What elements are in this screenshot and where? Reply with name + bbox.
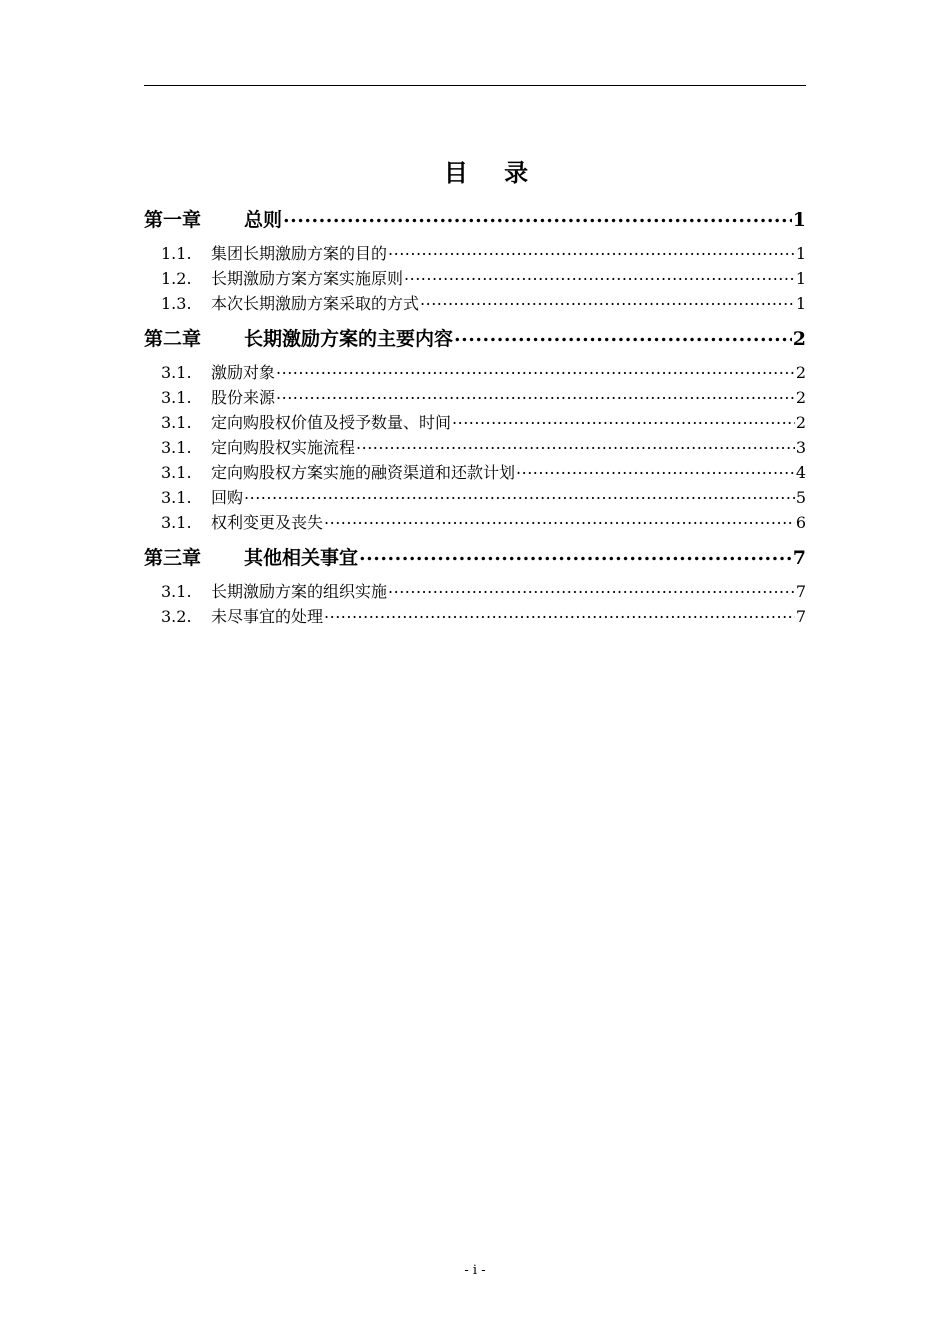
chapter-number: 第一章: [144, 209, 202, 231]
section-number: 3.1.: [161, 413, 192, 432]
toc-chapter-2[interactable]: [144, 326, 806, 352]
page-ref: 7: [795, 607, 806, 626]
section-title: 权利变更及丧失: [211, 513, 324, 532]
dot-leader: [276, 387, 795, 403]
section-title: 定向购股权方案实施的融资渠道和还款计划: [211, 463, 516, 482]
section-title: 集团长期激励方案的目的: [211, 244, 388, 263]
section-number: 3.1.: [161, 582, 192, 601]
page-ref: 7: [795, 582, 806, 601]
dot-leader: [324, 512, 795, 528]
toc-section-2-2[interactable]: [144, 387, 806, 409]
section-title: 定向购股权实施流程: [211, 438, 356, 457]
dot-leader: [420, 293, 795, 309]
section-title: 激励对象: [211, 363, 276, 382]
page-ref: 4: [795, 463, 806, 482]
section-number: 1.3.: [161, 294, 192, 313]
section-title: 长期激励方案方案实施原则: [211, 269, 404, 288]
toc-chapter-1[interactable]: [144, 207, 806, 233]
section-title: 本次长期激励方案采取的方式: [211, 294, 420, 313]
section-number: 3.1.: [161, 463, 192, 482]
page-ref: 2: [792, 328, 806, 350]
dot-leader: [516, 462, 795, 478]
toc-chapter-3[interactable]: [144, 545, 806, 571]
dot-leader: [454, 326, 792, 345]
dot-leader: [283, 207, 792, 226]
section-title: 回购: [211, 488, 244, 507]
page-ref: 6: [795, 513, 806, 532]
section-title: 定向购股权价值及授予数量、时间: [211, 413, 452, 432]
section-title: 长期激励方案的组织实施: [211, 582, 388, 601]
toc-section-1-2[interactable]: [144, 268, 806, 290]
toc-section-2-6[interactable]: [144, 487, 806, 509]
toc-title: 目 录: [443, 158, 543, 187]
toc-section-3-1[interactable]: [144, 581, 806, 603]
page-ref: 1: [795, 294, 806, 313]
section-title: 股份来源: [211, 388, 276, 407]
page-ref: 7: [792, 547, 806, 569]
section-number: 3.1.: [161, 388, 192, 407]
toc-section-1-1[interactable]: [144, 243, 806, 265]
header-rule: [144, 85, 806, 86]
page-ref: 1: [795, 244, 806, 263]
section-number: 1.1.: [161, 244, 192, 263]
dot-leader: [359, 545, 792, 564]
section-number: 3.1.: [161, 438, 192, 457]
toc-section-2-7[interactable]: [144, 512, 806, 534]
dot-leader: [452, 412, 795, 428]
section-number: 3.2.: [161, 607, 192, 626]
dot-leader: [276, 362, 795, 378]
chapter-number: 第二章: [144, 328, 202, 350]
dot-leader: [388, 243, 795, 259]
toc-section-2-5[interactable]: [144, 462, 806, 484]
dot-leader: [244, 487, 795, 503]
section-number: 1.2.: [161, 269, 192, 288]
chapter-title: 长期激励方案的主要内容: [244, 328, 454, 350]
page-number: - i -: [464, 1263, 486, 1278]
page-ref: 1: [795, 269, 806, 288]
chapter-number: 第三章: [144, 547, 202, 569]
section-number: 3.1.: [161, 513, 192, 532]
page-ref: 2: [795, 363, 806, 382]
dot-leader: [388, 581, 795, 597]
chapter-title: 其他相关事宜: [244, 547, 359, 569]
section-number: 3.1.: [161, 488, 192, 507]
section-title: 未尽事宜的处理: [211, 607, 324, 626]
page-ref: 3: [795, 438, 806, 457]
toc-section-2-4[interactable]: [144, 437, 806, 459]
dot-leader: [324, 606, 795, 622]
toc-section-2-3[interactable]: [144, 412, 806, 434]
dot-leader: [404, 268, 795, 284]
dot-leader: [356, 437, 795, 453]
chapter-title: 总则: [244, 209, 283, 231]
toc-section-1-3[interactable]: [144, 293, 806, 315]
toc-section-3-2[interactable]: [144, 606, 806, 628]
toc-section-2-1[interactable]: [144, 362, 806, 384]
page-ref: 2: [795, 388, 806, 407]
page-ref: 1: [792, 209, 806, 231]
page-ref: 2: [795, 413, 806, 432]
page-ref: 5: [795, 488, 806, 507]
section-number: 3.1.: [161, 363, 192, 382]
